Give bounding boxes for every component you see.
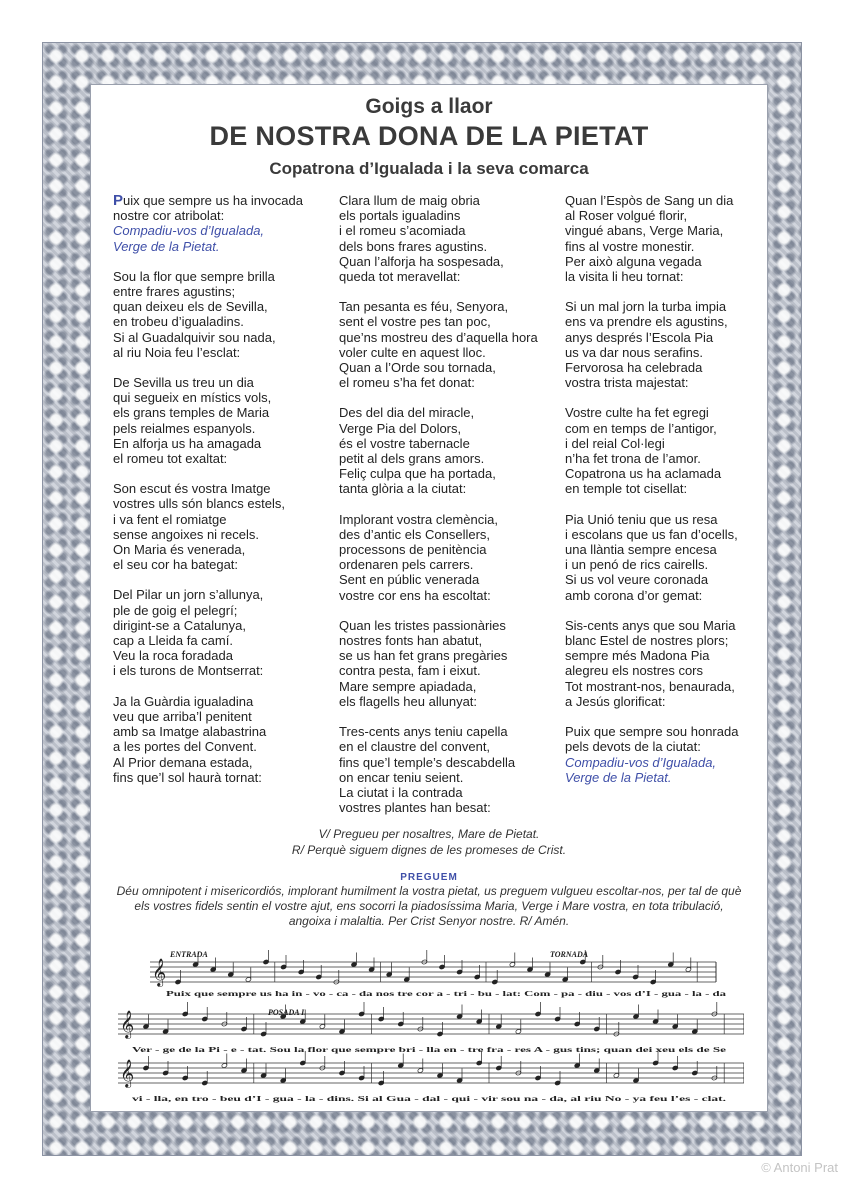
- stanza: [565, 512, 775, 603]
- treble-clef-icon: 𝄞: [120, 1010, 135, 1038]
- verse-line: sempre més Madona Pia: [565, 648, 710, 664]
- verse-line: pels reialmes espanyols.: [113, 420, 256, 436]
- lyric-line-1: Puix que sempre us ha in - vo - ca - da nos tre cor a - tri - bu - lat: Com - pa - diu - vos d’I - gua - la - da: [166, 989, 727, 998]
- verse-line: Sou la flor que sempre brilla: [113, 268, 275, 284]
- verse-line: els portals igualadins: [339, 208, 461, 224]
- verse-line: Si un mal jorn la turba impia: [565, 299, 727, 315]
- verse-line: tanta glòria a la ciutat:: [339, 481, 467, 497]
- verse-line: amb sa Imatge alabastrina: [113, 724, 267, 740]
- verse-line: vingué abans, Verge Maria,: [565, 223, 724, 239]
- verse-line: i el romeu s’acomiada: [339, 223, 466, 239]
- verse-line: us va dar nous serafins.: [565, 344, 704, 360]
- verse-line: anys després l’Escola Pia: [565, 329, 714, 345]
- verse-line: una llàntia sempre encesa: [565, 542, 717, 558]
- stanza: [565, 299, 775, 390]
- verse-line: Des del dia del miracle,: [339, 405, 475, 421]
- verse-line: Fervorosa ha celebrada: [565, 360, 703, 376]
- verse-line: Sent en públic venerada: [339, 572, 480, 588]
- verse-line: Compadiu-vos d’Igualada,: [565, 754, 717, 770]
- verse-line: que’ns mostreu des d’aquella hora: [339, 329, 538, 345]
- treble-clef-icon: 𝄞: [152, 958, 167, 986]
- verse-line: Quan l’Espòs de Sang un dia: [565, 193, 734, 208]
- verse-line: en temple tot cisellat:: [565, 481, 688, 497]
- stanza: [113, 694, 323, 785]
- verse-line: Mare sempre apiadada,: [339, 678, 477, 694]
- verse-column-2: [339, 193, 549, 830]
- verse-line: voler culte en aquest lloc.: [339, 344, 486, 360]
- verse-line: sent el vostre pes tan poc,: [339, 314, 491, 330]
- verse-line: des d’antic els Consellers,: [339, 526, 491, 542]
- page-title: DE NOSTRA DONA DE LA PIETAT: [209, 121, 649, 151]
- verse-line: on encar teniu seient.: [339, 769, 464, 785]
- verse-line: el seu cor ha bategat:: [113, 557, 239, 573]
- verse-line: nostre cor atribolat:: [113, 208, 225, 224]
- verse-line: Quan a l’Orde sou tornada,: [339, 360, 496, 376]
- verse-line: i els turons de Montserrat:: [113, 663, 264, 679]
- verse-line: Copatrona us ha aclamada: [565, 466, 722, 482]
- score-label-tornada: TORNADA: [550, 950, 589, 959]
- verse-line: al Roser volgué florir,: [565, 208, 688, 224]
- verse-line: vostres plantes han besat:: [339, 800, 491, 816]
- copyright-watermark: © Antoni Prat: [761, 1160, 838, 1175]
- verse-line: Clara llum de maig obria: [339, 193, 480, 208]
- subtitle-top: Goigs a llaor: [365, 95, 493, 118]
- versicle-r: R/ Perquè siguem dignes de les promeses de Crist.: [291, 843, 567, 857]
- treble-clef-icon: 𝄞: [120, 1059, 135, 1087]
- stanza: [565, 618, 775, 709]
- score-label-entrada: ENTRADA: [170, 950, 208, 959]
- verse-line: dels bons frares agustins.: [339, 238, 488, 254]
- verse-line: la visita li heu tornat:: [565, 269, 684, 285]
- verse-line: fins que’l sol haurà tornat:: [113, 769, 262, 785]
- verse-line: alegreu els nostres cors: [565, 663, 704, 679]
- verse-line: cap a Lleida fa camí.: [113, 633, 233, 649]
- verse-line: Puix que sempre us ha invocada: [113, 192, 303, 209]
- verse-line: Per això alguna vegada: [565, 253, 702, 269]
- verse-line: n’ha fet trona de l’amor.: [565, 451, 701, 467]
- verse-line: Al Prior demana estada,: [113, 754, 253, 770]
- verse-line: els flagells heu allunyat:: [339, 693, 478, 709]
- verse-line: Feliç culpa que ha portada,: [339, 466, 496, 482]
- verse-line: entre frares agustins;: [113, 284, 236, 300]
- verse-line: Vostre culte ha fet egregi: [565, 405, 709, 421]
- title-subtitle: Copatrona d’Igualada i la seva comarca: [269, 159, 589, 178]
- verse-line: blanc Estel de nostres plors;: [565, 633, 729, 649]
- verse-line: qui segueix en místics vols,: [113, 390, 272, 406]
- lyric-line-3: vi - lla, en tro - beu d’I - gua - la - dins. Si al Gua - dal - qui - vir sou na - da, al riu No - ya feu l’es - clat.: [132, 1094, 727, 1103]
- stanza: [565, 724, 775, 785]
- verse-line: és el vostre tabernacle: [339, 435, 470, 451]
- verse-line: Ja la Guàrdia igualadina: [113, 693, 254, 709]
- stanza: [565, 193, 775, 284]
- stanza: [339, 299, 549, 390]
- verse-line: Verge de la Pietat.: [113, 238, 220, 254]
- verse-line: ple de goig el pelegrí;: [113, 602, 238, 618]
- verse-line: processons de penitència: [339, 542, 487, 558]
- verse-line: ens va prendre els agustins,: [565, 314, 728, 330]
- verse-line: fins que’l temple’s descabdella: [339, 754, 516, 770]
- verse-line: fins al vostre monestir.: [565, 238, 695, 254]
- stanza: [113, 481, 323, 572]
- initial-letter: P: [113, 192, 124, 209]
- goigs-sheet: [90, 84, 768, 1112]
- stanza: [339, 724, 549, 815]
- verse-line: els grans temples de Maria: [113, 405, 270, 421]
- verse-line: pels devots de la ciutat:: [565, 739, 701, 755]
- verse-line: Quan l’alforja ha sospesada,: [339, 253, 504, 269]
- verse-line: Verge Pia del Dolors,: [339, 420, 462, 436]
- verse-line: veu que arriba’l penitent: [113, 708, 252, 724]
- verse-line: a Jesús glorificat:: [565, 693, 666, 709]
- verse-line: petit al dels grans amors.: [339, 451, 485, 467]
- verse-column-3: [565, 193, 775, 800]
- verse-line: en trobeu d’igualadins.: [113, 314, 244, 330]
- stanza: [339, 405, 549, 496]
- verse-line: Pia Unió teniu que us resa: [565, 511, 718, 527]
- verse-line: sense angoixes ni recels.: [113, 526, 259, 542]
- verse-line: al riu Noia feu l’esclat:: [113, 344, 241, 360]
- verse-line: Quan les tristes passionàries: [339, 617, 506, 633]
- verse-line: Si al Guadalquivir sou nada,: [113, 329, 276, 345]
- verse-line: en el claustre del convent,: [339, 739, 491, 755]
- verse-line: Puix que sempre sou honrada: [565, 724, 739, 740]
- verse-line: On Maria és venerada,: [113, 542, 246, 558]
- stanza: [339, 512, 549, 603]
- verse-line: el romeu tot exaltat:: [113, 451, 228, 467]
- stanza: [113, 375, 323, 466]
- verse-line: Sis-cents anys que sou Maria: [565, 617, 736, 633]
- verse-line: a les portes del Convent.: [113, 739, 257, 755]
- music-score: [118, 945, 744, 1105]
- verse-line: Veu la roca foradada: [113, 648, 233, 664]
- stanza: [339, 618, 549, 709]
- prayer-text: Déu omnipotent i misericordiós, implorant humilment la vostra pietat, us preguem vulgueu escoltar-nos, per tal de què els vostres fidels sentin el vostre ajut, ens socorri la piadosíssima Maria, Verge i Mare vostra, en tota tribulació, angoixa i malaltia. Per Crist Senyor nostre. R/ Amén.: [116, 884, 742, 928]
- verse-line: Tot mostrant-nos, benaurada,: [565, 678, 735, 694]
- verse-line: Tres-cents anys teniu capella: [339, 724, 508, 740]
- score-label-posada: POSADA I.: [268, 1008, 307, 1017]
- verse-column-1: [113, 193, 323, 800]
- stanza: [113, 193, 323, 254]
- verse-line: se us han fet grans pregàries: [339, 648, 508, 664]
- verse-line: contra pesta, fam i eixut.: [339, 663, 481, 679]
- verse-line: com en temps de l’antigor,: [565, 420, 717, 436]
- verse-line: vostre cor ens ha escoltat:: [339, 587, 491, 603]
- verse-line: el romeu s’ha fet donat:: [339, 375, 475, 391]
- verse-line: Verge de la Pietat.: [565, 769, 672, 785]
- verse-line: i va fent el romiatge: [113, 511, 227, 527]
- verse-line: quan deixeu els de Sevilla,: [113, 299, 268, 315]
- stanza: [339, 193, 549, 284]
- verse-line: De Sevilla us treu un dia: [113, 375, 254, 391]
- verse-line: i un penó de rics cairells.: [565, 557, 709, 573]
- stanza: [113, 269, 323, 360]
- verse-line: Son escut és vostra Imatge: [113, 481, 271, 497]
- prayer-heading: PREGUEM: [400, 872, 458, 883]
- verse-line: queda tot meravellat:: [339, 269, 461, 285]
- versicle-v: V/ Pregueu per nosaltres, Mare de Pietat.: [318, 827, 540, 841]
- lyric-line-2: Ver - ge de la Pi - e - tat. Sou la flor que sempre bri - lla en - tre fra - res A - gus tins; quan dei xeu els de Se: [132, 1045, 728, 1054]
- stanza: [565, 405, 775, 496]
- verse-line: Implorant vostra clemència,: [339, 511, 498, 527]
- verse-line: vostra trista majestat:: [565, 375, 689, 391]
- verse-line: amb corona d’or gemat:: [565, 587, 703, 603]
- verse-line: i escolans que us fan d’ocells,: [565, 526, 738, 542]
- verse-line: Si us vol veure coronada: [565, 572, 709, 588]
- verse-line: ordenaren pels carrers.: [339, 557, 474, 573]
- stanza: [113, 587, 323, 678]
- verse-line: i del reial Col·legi: [565, 435, 665, 451]
- verse-line: nostres fonts han abatut,: [339, 633, 483, 649]
- verse-line: vostres ulls són blancs estels,: [113, 496, 285, 512]
- verse-line: Compadiu-vos d’Igualada,: [113, 223, 265, 239]
- verse-line: La ciutat i la contrada: [339, 784, 463, 800]
- verse-line: Del Pilar un jorn s’allunya,: [113, 587, 264, 603]
- verse-line: dirigint-se a Catalunya,: [113, 617, 246, 633]
- verse-line: Tan pesanta es féu, Senyora,: [339, 299, 509, 315]
- verse-line: En alforja us ha amagada: [113, 435, 262, 451]
